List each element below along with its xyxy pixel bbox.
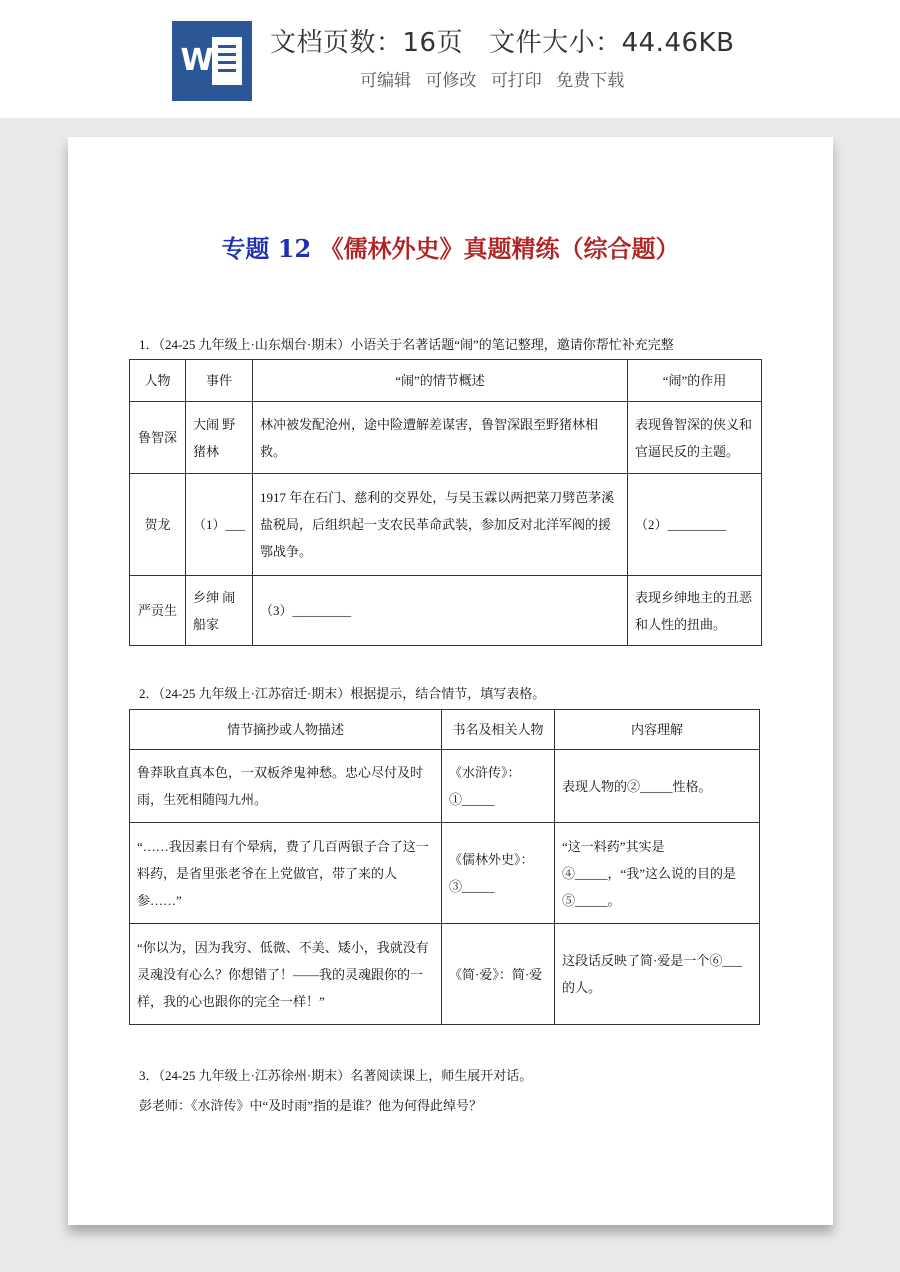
word-document-icon: W <box>172 21 252 101</box>
header-understanding: 内容理解 <box>555 710 760 750</box>
file-size: 文件大小：44.46KB <box>489 28 735 58</box>
table-row <box>130 823 760 924</box>
header-person: 人物 <box>130 360 186 402</box>
document-page <box>68 137 833 1225</box>
cell-effect: 表现乡绅地主的丑恶和人性的扭曲。 <box>628 576 762 646</box>
table-row <box>130 402 762 474</box>
table-header-row <box>130 710 760 750</box>
header-summary: “闹”的情节概述 <box>253 360 628 402</box>
cell-event: 大闹 野猪林 <box>186 402 253 474</box>
feature-free-download: 免费下载 <box>556 71 625 91</box>
table-row <box>130 474 762 576</box>
blank-answer-book-2[interactable]: 《儒林外史》：③_____ <box>442 823 555 924</box>
cell-event: 乡绅 闹船家 <box>186 576 253 646</box>
table-row <box>130 576 762 646</box>
header-effect: “闹”的作用 <box>628 360 762 402</box>
title-prefix: 专题 12 <box>221 234 312 263</box>
header-event: 事件 <box>186 360 253 402</box>
question-1-intro: 1．（24-25 九年级上·山东烟台·期末）小语关于名著话题“闹”的笔记整理，邀请你帮忙补充完整 <box>139 337 674 352</box>
feature-editable: 可编辑 <box>360 71 411 91</box>
file-info-banner <box>0 0 900 118</box>
cell-summary: 林冲被发配沧州，途中险遭解差谋害，鲁智深跟至野猪林相救。 <box>253 402 628 474</box>
cell-description: “……我因素日有个晕病，费了几百两银子合了这一料药，是省里张老爷在上党做官，带了来的人参……” <box>130 823 442 924</box>
file-stats <box>270 22 734 59</box>
header-description: 情节摘抄或人物描述 <box>130 710 442 750</box>
blank-answer-3[interactable]: （3）_________ <box>253 576 628 646</box>
cell-book: 《简·爱》：简·爱 <box>442 924 555 1025</box>
blank-answer-meaning-1[interactable]: 表现人物的②_____性格。 <box>555 750 760 823</box>
feature-modifiable: 可修改 <box>425 71 477 91</box>
header-book: 书名及相关人物 <box>442 710 555 750</box>
blank-answer-meaning-2[interactable]: “这一料药”其实是④_____，“我”这么说的目的是⑤_____。 <box>555 823 760 924</box>
question-3-intro: 3．（24-25 九年级上·江苏徐州·期末）名著阅读课上，师生展开对话。 <box>139 1068 533 1083</box>
cell-person: 严贡生 <box>130 576 186 646</box>
table-row <box>130 750 760 823</box>
page-count: 文档页数：16页 <box>270 28 464 58</box>
blank-answer-book-1[interactable]: 《水浒传》：①_____ <box>442 750 555 823</box>
table-row <box>130 924 760 1025</box>
table-header-row <box>130 360 762 402</box>
question-1-table <box>129 359 762 646</box>
cell-person: 鲁智深 <box>130 402 186 474</box>
question-3-dialogue: 彭老师：《水浒传》中“及时雨”指的是谁？他为何得此绰号？ <box>139 1098 483 1113</box>
page-title <box>68 233 833 265</box>
question-2-intro: 2．（24-25 九年级上·江苏宿迁·期末）根据提示，结合情节，填写表格。 <box>139 686 546 701</box>
cell-person: 贺龙 <box>130 474 186 576</box>
cell-effect: 表现鲁智深的侠义和官逼民反的主题。 <box>628 402 762 474</box>
cell-description: 鲁莽耿直真本色，一双板斧鬼神愁。忠心尽付及时雨，生死相随闯九州。 <box>130 750 442 823</box>
feature-list <box>360 66 633 91</box>
cell-summary: 1917 年在石门、慈利的交界处，与吴玉霖以两把菜刀劈芭茅溪盐税局，后组织起一支农民革命武装，参加反对北洋军阀的援鄂战争。 <box>253 474 628 576</box>
feature-printable: 可打印 <box>490 71 542 91</box>
question-2-table <box>129 709 760 1025</box>
blank-answer-1[interactable]: （1）___ <box>186 474 253 576</box>
blank-answer-meaning-3[interactable]: 这段话反映了简·爱是一个⑥___的人。 <box>555 924 760 1025</box>
blank-answer-2[interactable]: （2）_________ <box>628 474 762 576</box>
title-main: 《儒林外史》真题精练（综合题） <box>319 234 680 263</box>
cell-description: “你以为，因为我穷、低微、不美、矮小，我就没有灵魂没有心么？你想错了！——我的灵魂跟你的一样，我的心也跟你的完全一样！” <box>130 924 442 1025</box>
